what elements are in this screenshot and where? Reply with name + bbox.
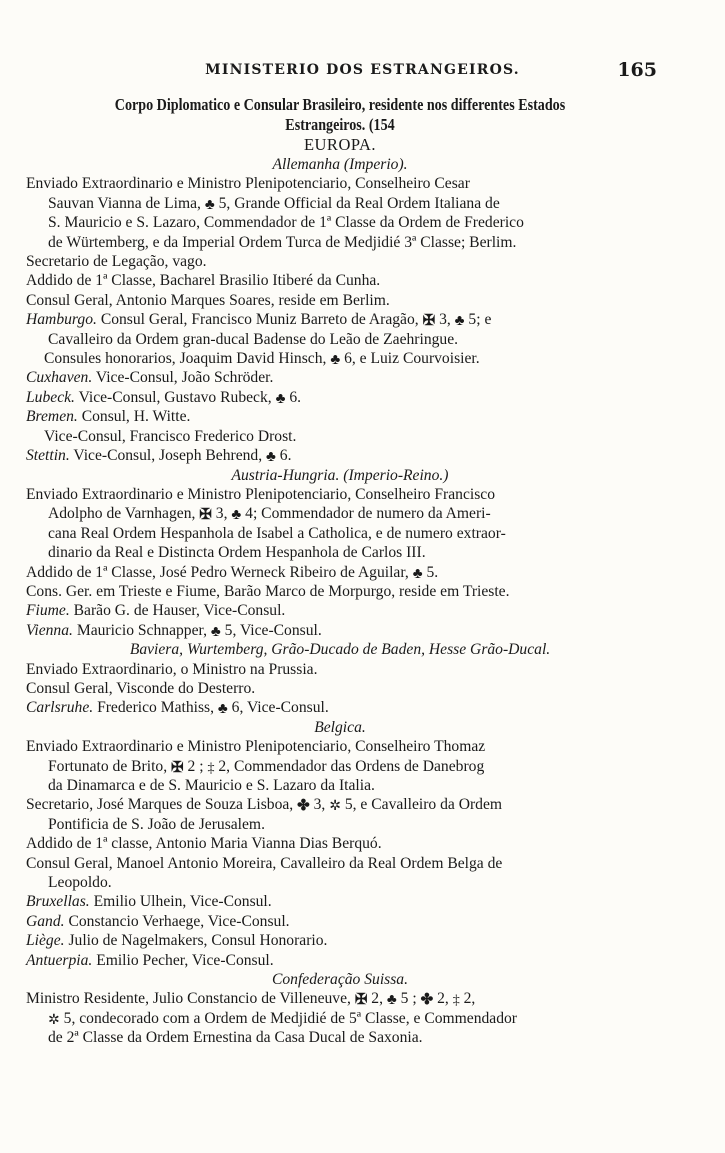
section-title-allemanha: Allemanha (Imperio). — [272, 156, 408, 173]
entry-line: Consul Geral, Visconde do Desterro. — [26, 679, 256, 697]
entry-line: Cons. Ger. em Trieste e Fiume, Barão Marco de Morpurgo, reside em Trieste. — [26, 582, 510, 600]
entry-text: 5, Grande Official da Real Ordem Italiana de — [218, 194, 500, 212]
heading-line-2: Estrangeiros. (154 — [285, 115, 395, 134]
entry-text: 2, — [437, 990, 449, 1008]
entry-text: Sauvan Vianna de Lima, — [48, 194, 201, 212]
section-title-austria — [26, 466, 654, 485]
entry-text: 3, — [439, 311, 451, 329]
medal-icon: ♣ — [275, 390, 286, 407]
entry-text: Secretario, José Marques de Souza Lisboa, — [26, 796, 294, 814]
place-label: Hamburgo. — [26, 311, 97, 329]
entry-line: Pontificia de S. João de Jerusalem. — [48, 815, 265, 833]
entry-line: de Würtemberg, e da Imperial Ordem Turca de Medjidié 3ª Classe; Berlim. — [48, 233, 517, 251]
place-label: Lubeck. — [26, 388, 75, 406]
entry-line — [26, 349, 654, 368]
entry-text: Ministro Residente, Julio Constancio de Villeneuve, — [26, 990, 351, 1008]
entry-line — [26, 757, 654, 776]
star-icon: ✲ — [48, 1012, 60, 1028]
entry-line: Consul Geral, Antonio Marques Soares, reside em Berlim. — [26, 291, 390, 309]
place-label: Liège. — [26, 932, 65, 950]
entry-line — [26, 310, 654, 329]
medal-icon: ♣ — [217, 701, 228, 718]
entry-text: Julio de Nagelmakers, Consul Honorario. — [68, 932, 328, 950]
entry-text: Emilio Pecher, Vice-Consul. — [96, 951, 274, 969]
section-title-belgica: Belgica. — [314, 718, 366, 736]
entry-text: 6, Vice-Consul. — [231, 699, 329, 717]
entry-text: 5, condecorado com a Ordem de Medjidié de 5ª Classe, e Commendador — [63, 1009, 517, 1027]
entry-text: 5, e Cavalleiro da Ordem — [344, 796, 503, 814]
page-header — [0, 59, 725, 86]
entry-text: 6, e Luiz Courvoisier. — [344, 350, 480, 368]
page-body — [26, 95, 654, 1048]
entry-line: cana Real Ordem Hespanhola de Isabel a Catholica, e de numero extraor- — [48, 524, 506, 542]
region-title: EUROPA. — [303, 135, 377, 154]
entry-line — [26, 795, 654, 814]
entry-text: Consul, H. Witte. — [81, 408, 191, 426]
entry-line: Cavalleiro da Ordem gran-ducal Badense do Leão de Zaehringue. — [48, 330, 459, 348]
place-label: Fiume. — [26, 602, 70, 620]
place-label: Carlsruhe. — [26, 699, 94, 717]
medal-icon: ♣ — [386, 992, 397, 1009]
entry-line: Secretario de Legação, vago. — [26, 253, 207, 271]
medal-icon: ♣ — [266, 449, 276, 466]
place-label: Vienna. — [26, 621, 73, 639]
cross-icon: ✠ — [199, 507, 212, 524]
entry-line — [26, 931, 654, 950]
place-label: Stettin. — [26, 447, 70, 465]
medal-icon: ♣ — [210, 623, 221, 640]
dagger-icon: ‡ — [452, 993, 460, 1009]
section-title-baviera: Baviera, Wurtemberg, Grão-Ducado de Baden, Hesse Grão-Ducal. — [129, 641, 551, 659]
entry-text: Frederico Mathiss, — [97, 699, 214, 717]
cross-icon: ✠ — [171, 759, 184, 776]
running-title: MINISTERIO DOS ESTRANGEIROS. — [205, 62, 520, 78]
entry-text: Mauricio Schnapper, — [76, 621, 207, 639]
entry-text: Barão G. de Hauser, Vice-Consul. — [73, 602, 286, 620]
entry-line: S. Mauricio e S. Lazaro, Commendador de 1ª Classe da Ordem de Frederico — [48, 214, 524, 232]
entry-line: dinario da Real e Distincta Ordem Hespanhola de Carlos III. — [48, 544, 426, 562]
entry-text: Fortunato de Brito, — [48, 757, 168, 775]
entry-text: Consules honorarios, Joaquim David Hinsch, — [44, 350, 327, 368]
medal-icon: ♣ — [412, 565, 423, 582]
entry-line — [26, 368, 654, 387]
entry-text: Addido de 1ª Classe, José Pedro Werneck Ribeiro de Aguilar, — [26, 563, 409, 581]
entry-text: 5 ; — [400, 990, 417, 1008]
entry-line: Leopoldo. — [48, 874, 112, 892]
entry-text: 2 ; — [187, 757, 204, 775]
section-title-text: (Imperio-Reino.) — [343, 466, 449, 484]
entry-line — [26, 407, 654, 426]
entry-line: de 2ª Classe da Ordem Ernestina da Casa Ducal de Saxonia. — [48, 1029, 423, 1047]
entry-line — [26, 194, 654, 213]
medal-icon: ♣ — [330, 352, 341, 369]
page-number: 165 — [617, 59, 657, 81]
entry-line — [26, 388, 654, 407]
entry-line: Enviado Extraordinario e Ministro Plenipotenciario, Conselheiro Francisco — [26, 485, 496, 503]
entry-text: 2, Commendador das Ordens de Danebrog — [218, 757, 485, 775]
place-label: Antuerpia. — [26, 951, 93, 969]
place-label: Cuxhaven. — [26, 369, 93, 387]
entry-line: Enviado Extraordinario e Ministro Plenipotenciario, Conselheiro Thomaz — [26, 738, 486, 756]
cross-icon: ✠ — [354, 992, 368, 1009]
entry-text: 3, — [215, 505, 228, 523]
entry-line — [26, 892, 654, 911]
entry-text: Adolpho de Varnhagen, — [48, 505, 196, 523]
dagger-icon: ‡ — [207, 760, 215, 776]
entry-text: Vice-Consul, Gustavo Rubeck, — [78, 388, 272, 406]
section-title-text: Austria-Hungria. — [231, 466, 340, 484]
entry-line — [26, 989, 654, 1008]
entry-text: Emilio Ulhein, Vice-Consul. — [93, 893, 272, 911]
star-icon: ✲ — [329, 799, 341, 815]
entry-line — [26, 951, 654, 970]
entry-line — [26, 563, 654, 582]
entry-text: Vice-Consul, João Schröder. — [95, 369, 274, 387]
entry-line — [26, 912, 654, 931]
entry-line — [26, 1009, 654, 1028]
entry-line: Enviado Extraordinario e Ministro Plenipotenciario, Conselheiro Cesar — [26, 175, 470, 193]
medal-icon: ♣ — [454, 313, 465, 330]
rose-icon: ✤ — [297, 798, 310, 815]
medal-icon: ♣ — [231, 507, 242, 524]
entry-line: Vice-Consul, Francisco Frederico Drost. — [44, 427, 297, 445]
place-label: Bruxellas. — [26, 893, 90, 911]
rose-icon: ✤ — [420, 992, 434, 1009]
entry-text: 2, — [371, 990, 383, 1008]
entry-text: 3, — [313, 796, 326, 814]
entry-text: 4; Commendador de numero da Ameri- — [245, 505, 491, 523]
entry-text: Vice-Consul, Joseph Behrend, — [73, 447, 263, 465]
entry-line — [26, 698, 654, 717]
medal-icon: ♣ — [204, 196, 215, 213]
entry-line — [26, 446, 654, 465]
section-title-suissa: Confederação Suissa. — [271, 971, 408, 989]
entry-line: da Dinamarca e de S. Mauricio e S. Lazaro da Italia. — [48, 777, 375, 794]
place-label: Gand. — [26, 912, 65, 930]
entry-line — [26, 621, 654, 640]
entry-text: 5; e — [468, 311, 492, 329]
entry-line: Addido de 1ª Classe, Bacharel Brasilio Itiberé da Cunha. — [26, 272, 381, 290]
entry-text: 6. — [279, 447, 292, 465]
entry-line: Enviado Extraordinario, o Ministro na Prussia. — [26, 660, 318, 678]
entry-text: Consul Geral, Francisco Muniz Barreto de Aragão, — [100, 311, 419, 329]
entry-text: Constancio Verhaege, Vice-Consul. — [68, 912, 290, 930]
heading-line-1: Corpo Diplomatico e Consular Brasileiro, residente nos differentes Estados — [114, 95, 566, 114]
entry-text: 5, Vice-Consul. — [224, 621, 322, 639]
entry-line: Consul Geral, Manoel Antonio Moreira, Cavalleiro da Real Ordem Belga de — [26, 854, 503, 872]
entry-text: 6. — [289, 388, 302, 406]
entry-text: 2, — [463, 990, 476, 1008]
entry-line — [26, 601, 654, 620]
entry-line: Addido de 1ª classe, Antonio Maria Vianna Dias Berquó. — [26, 835, 382, 853]
entry-line — [26, 504, 654, 523]
entry-text: 5. — [426, 563, 439, 581]
cross-icon: ✠ — [422, 313, 436, 330]
place-label: Bremen. — [26, 408, 78, 426]
